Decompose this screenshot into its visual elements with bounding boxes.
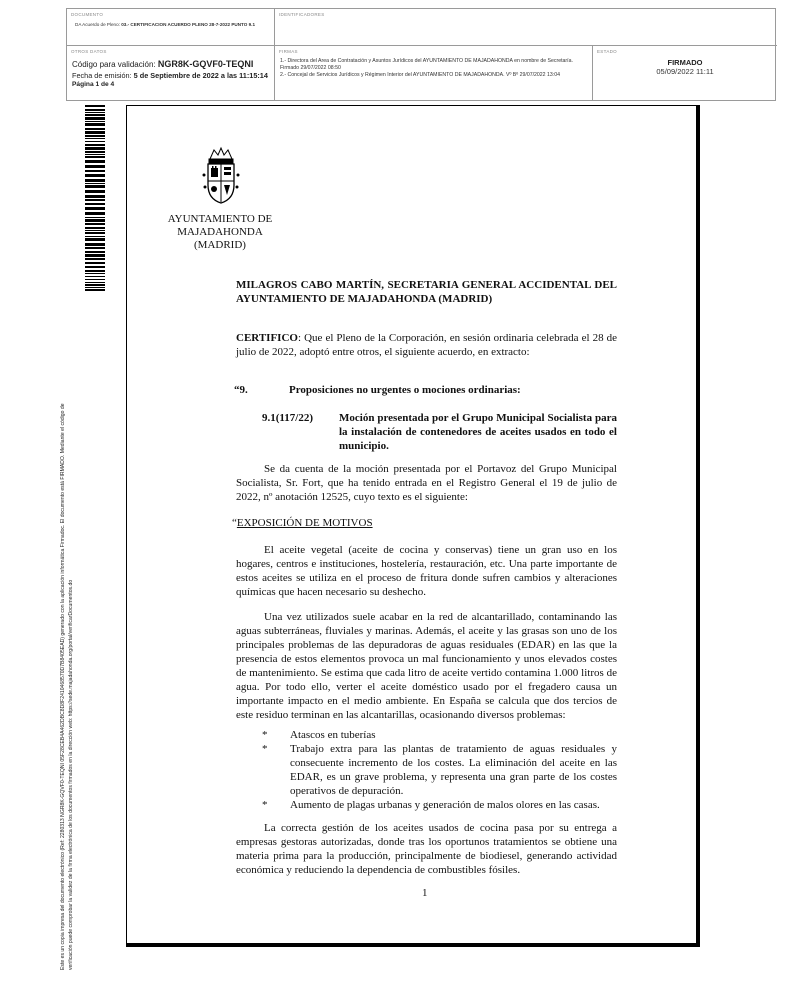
list-item-text: Trabajo extra para las plantas de tratamiento de aguas residuales y consecuente incremento de los costes. La eliminación del aceite en las EDAR, es un grave problema, y representa una gran parte de los costes operativos de depuración. xyxy=(290,743,617,797)
documento-cell xyxy=(67,9,275,46)
certifico-label: CERTIFICO xyxy=(236,332,298,344)
document-name-bold: 03.- CERTIFICACION ACUERDO PLENO 28-7-2022 PUNTO 9.1 xyxy=(121,22,255,27)
emission-date-label: Fecha de emisión: xyxy=(72,71,132,80)
exposicion-quote: “ xyxy=(232,517,237,529)
margin-verification-text xyxy=(60,270,100,970)
status-badge: FIRMADO xyxy=(667,58,703,67)
organization-line-2: MAJADAHONDA xyxy=(177,226,263,238)
paragraph-3: La correcta gestión de los aceites usados de cocina pasa por su entrega a empresas gestoras autorizadas, donde tras los oportunos tratamientos se obtiene una materia prima para la producción, principalmente de biodiesel, generando actividad económica y reduciendo la dependencia de combustibles fósiles. xyxy=(236,822,617,876)
section-title: Proposiciones no urgentes o mociones ordinarias: xyxy=(289,384,521,396)
estado-label: ESTADO xyxy=(597,49,617,54)
bullet-symbol: * xyxy=(262,743,268,755)
problems-list xyxy=(262,728,617,812)
organization-line-3: (MADRID) xyxy=(194,239,246,251)
secretary-heading: MILAGROS CABO MARTÍN, SECRETARIA GENERAL ACCIDENTAL DEL AYUNTAMIENTO DE MAJADAHONDA (MADRID) xyxy=(236,279,617,305)
firmas-cell xyxy=(275,46,593,101)
status-date: 05/09/2022 11:11 xyxy=(656,67,714,76)
firmas-label: FIRMAS xyxy=(279,49,298,54)
certifico-paragraph xyxy=(236,331,617,359)
organization-line-1: AYUNTAMIENTO DE xyxy=(167,213,273,225)
page-indicator: Página 1 de 4 xyxy=(72,81,115,88)
barcode-icon xyxy=(85,105,105,291)
document-name xyxy=(75,22,271,28)
emission-date xyxy=(72,71,268,80)
estado-cell xyxy=(593,46,777,101)
documento-label: DOCUMENTO xyxy=(71,12,104,17)
signature-2: 2.- Concejal de Servicios Jurídicos y Régimen Interior del AYUNTAMIENTO DE MAJADAHONDA. Vº Bº 29/07/2022 13:04 xyxy=(280,72,560,78)
emission-date-value: 5 de Septiembre de 2022 a las 11:15:14 xyxy=(133,71,268,80)
paragraph-1: El aceite vegetal (aceite de cocina y conservas) tiene un gran uso en los hogares, centros e instituciones, hostelería, restauración, etc. Una parte importante de estos aceites se utiliza en el proceso de fritura donde sufren cambios y alteraciones químicas que hacen necesario su deshecho. xyxy=(236,544,617,598)
exposicion-heading xyxy=(232,516,373,530)
agenda-item-title: Moción presentada por el Grupo Municipal Socialista para la instalación de contenedores de aceites usados en todo el municipio. xyxy=(339,412,617,452)
document-metadata-table xyxy=(66,8,776,101)
bullet-symbol: * xyxy=(262,799,268,811)
organization-name xyxy=(150,213,290,252)
signature-1: 1.- Directora del Area de Contratación y Asuntos Jurídicos del AYUNTAMIENTO DE MAJADAHONDA en nombre de Secretaría. Firmado 29/07/2022 08:50 xyxy=(280,58,573,71)
validation-code-label: Código para validación: xyxy=(72,60,156,69)
identificadores-label: IDENTIFICADORES xyxy=(279,12,325,17)
list-item xyxy=(262,742,617,798)
otros-datos-cell xyxy=(67,46,275,101)
validation-code-value: NGR8K-GQVF0-TEQNI xyxy=(157,59,254,69)
margin-text-line-1: Este es un copia impresa del documento electrónico (Ref: 2280313 NGR8K-GQVF0-TEQNI 05F28CEB4A462DBC8D8F2410468570D7B8405EAD) generado con la aplicación informática Firmadoc. El documento está FIRMADO. Mediante el código de xyxy=(60,403,66,970)
list-item-text: Aumento de plagas urbanas y generación de malos olores en las casas. xyxy=(290,799,600,811)
certifico-text: : Que el Pleno de la Corporación, en sesión ordinaria celebrada el 28 de julio de 2022, adoptó entre otros, el siguiente acuerdo, en extracto: xyxy=(236,332,617,358)
list-item-text: Atascos en tuberías xyxy=(290,729,376,741)
coat-of-arms-icon xyxy=(200,145,242,207)
agenda-item-number: 9.1(117/22) xyxy=(262,412,314,424)
page-number: 1 xyxy=(422,887,428,899)
document-name-prefix: DA Acuerdo de Pleno: xyxy=(75,22,120,27)
validation-code xyxy=(72,59,253,69)
section-number: “9. xyxy=(234,384,248,396)
list-item xyxy=(262,798,617,812)
identificadores-cell xyxy=(275,9,777,46)
signatures-list xyxy=(280,58,592,79)
exposicion-title: EXPOSICIÓN DE MOTIVOS xyxy=(236,517,373,529)
margin-text-line-2: verificación puede comprobar la validez de la firma electrónica de los documentos firmados en la dirección web: https://sede.majadahonda.org/portal/verificarDocumentos.do xyxy=(67,579,74,970)
dacuenta-paragraph: Se da cuenta de la moción presentada por el Portavoz del Grupo Municipal Socialista, Sr. Fort, que ha tenido entrada en el Registro General el 19 de julio de 2022, nº anotación 12525, cuyo texto es el siguiente: xyxy=(236,463,617,503)
otros-datos-label: OTROS DATOS xyxy=(71,49,107,54)
bullet-symbol: * xyxy=(262,729,268,741)
paragraph-2: Una vez utilizados suele acabar en la red de alcantarillado, contaminando las aguas subterráneas, fluviales y marinas. Además, el aceite y las grasas son uno de los principales problemas de las depuradoras de aguas residuales (EDAR) en las que la presencia de estos elementos provoca un mal funcionamiento y unos elevados costes de mantenimiento. Se estima que cada litro de aceite vertido contamina 1.000 litros de agua. Por todo ello, verter el aceite doméstico usado por el fregadero causa un importante impacto en el medio ambiente. En España se calcula que dos tercios de este residuo terminan en las alcantarillas, ocasionando diversos problemas: xyxy=(236,611,617,721)
list-item xyxy=(262,728,617,742)
